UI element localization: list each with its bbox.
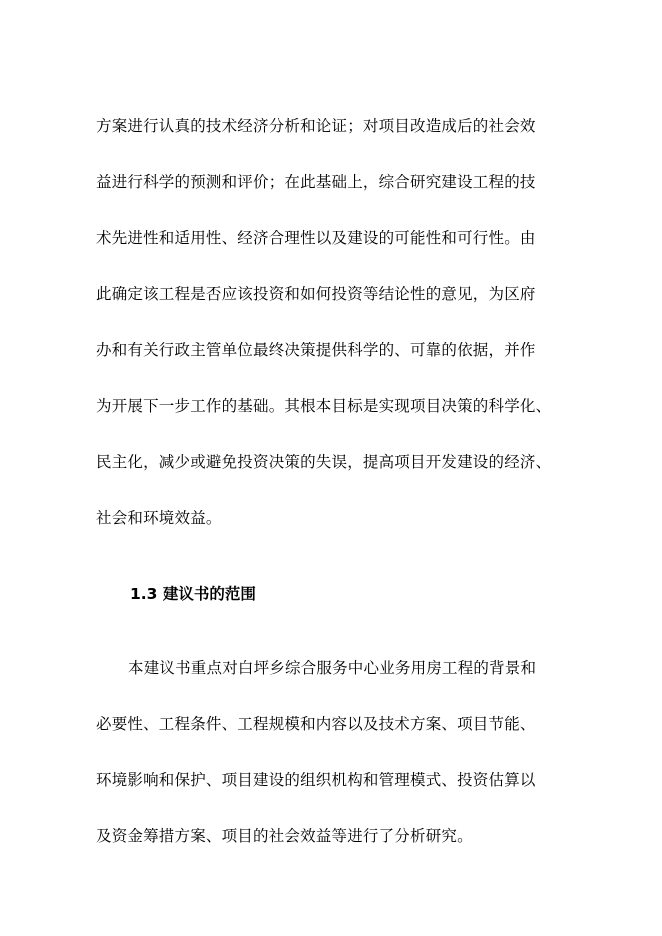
paragraph-line: 民主化，减少或避免投资决策的失误，提高项目开发建设的经济、 [96,453,552,471]
section-heading: 1.3 建议书的范围 [130,585,256,603]
paragraph-line: 术先进性和适用性、经济合理性以及建设的可能性和可行性。由 [96,229,536,247]
paragraph-line: 及资金筹措方案、项目的社会效益等进行了分析研究。 [96,827,473,845]
paragraph-line: 环境影响和保护、项目建设的组织机构和管理模式、投资估算以 [96,771,536,789]
paragraph-line: 益进行科学的预测和评价；在此基础上，综合研究建设工程的技 [96,173,536,191]
paragraph-line: 方案进行认真的技术经济分析和论证；对项目改造成后的社会效 [96,117,536,135]
paragraph-line: 办和有关行政主管单位最终决策提供科学的、可靠的依据，并作 [96,341,536,359]
paragraph-line: 必要性、工程条件、工程规模和内容以及技术方案、项目节能、 [96,715,536,733]
paragraph-line: 此确定该工程是否应该投资和如何投资等结论性的意见，为区府 [96,285,536,303]
paragraph-line: 为开展下一步工作的基础。其根本目标是实现项目决策的科学化、 [96,397,552,415]
paragraph-line: 本建议书重点对白坪乡综合服务中心业务用房工程的背景和 [128,659,537,677]
paragraph-line: 社会和环境效益。 [96,509,222,527]
